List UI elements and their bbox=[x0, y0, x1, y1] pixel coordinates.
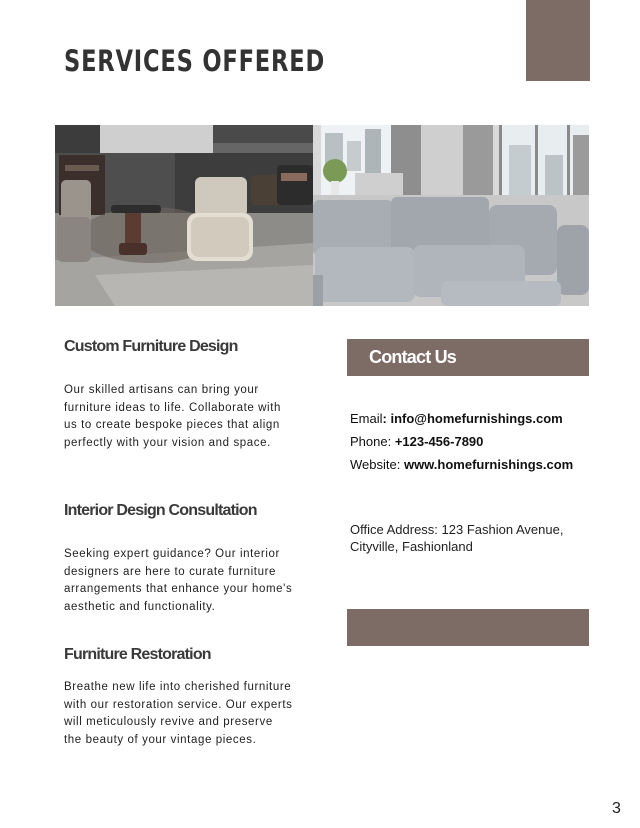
website-label: Website: bbox=[350, 457, 404, 472]
sofa-photo bbox=[313, 125, 589, 306]
office-address: Office Address: 123 Fashion Avenue, Cityville, Fashionland bbox=[350, 522, 564, 554]
living-room-photo bbox=[55, 125, 313, 306]
website-link[interactable]: www.homefurnishings.com bbox=[403, 457, 574, 472]
contact-header-bar bbox=[347, 339, 589, 376]
page-number: 3 bbox=[612, 800, 621, 817]
contact-footer-bar bbox=[347, 609, 589, 646]
phone-link[interactable]: +123-456-7890 bbox=[394, 434, 484, 449]
page-title: SERVICES OFFERED bbox=[64, 44, 326, 78]
service-body-custom-design: Our skilled artisans can bring your furniture ideas to life. Collaborate with us to create bespoke pieces that align perfectly with your vision and space. bbox=[64, 384, 282, 450]
service-heading-restoration: Furniture Restoration bbox=[64, 646, 211, 663]
contact-title: Contact Us bbox=[369, 347, 457, 367]
corner-accent-block bbox=[526, 0, 590, 81]
email-link[interactable]: : info@homefurnishings.com bbox=[382, 411, 563, 426]
contact-email bbox=[350, 411, 563, 426]
service-heading-custom-design: Custom Furniture Design bbox=[64, 338, 238, 355]
service-body-interior-consultation: Seeking expert guidance? Our interior designers are here to curate furniture arrangements that enhance your home's aesthetic and functionality. bbox=[64, 548, 293, 614]
contact-website bbox=[350, 457, 573, 472]
phone-label: Phone: bbox=[350, 434, 395, 449]
email-label: Email bbox=[350, 411, 383, 426]
service-heading-interior-consultation: Interior Design Consultation bbox=[64, 502, 257, 519]
service-body-restoration: Breathe new life into cherished furniture with our restoration service. Our experts will meticulously revive and preserve the beauty of your vintage pieces. bbox=[64, 681, 293, 747]
contact-phone bbox=[350, 434, 483, 449]
